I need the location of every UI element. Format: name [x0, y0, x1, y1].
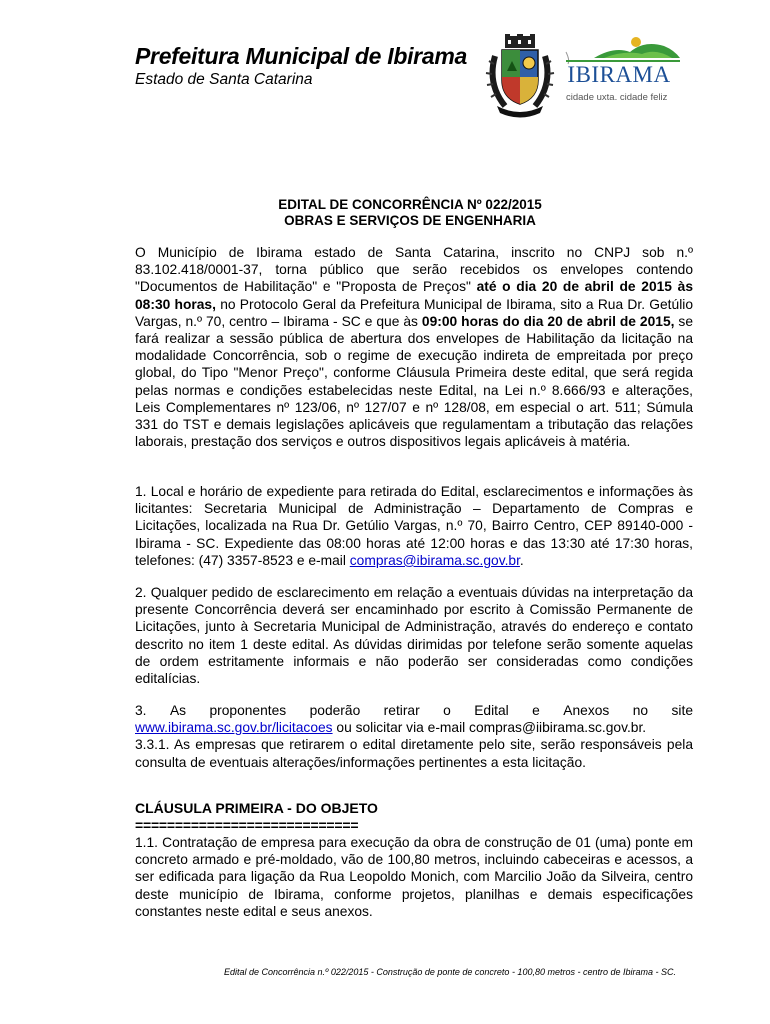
- item-3-word: e: [532, 703, 540, 718]
- document-title-line2: OBRAS E SERVIÇOS DE ENGENHARIA: [284, 213, 536, 228]
- page-footer: Edital de Concorrência n.º 022/2015 - Construção de ponte de concreto - 100,80 metros - centro de Ibirama - SC.: [223, 967, 677, 977]
- item-1-end: .: [519, 552, 524, 568]
- item-3-word: no: [632, 703, 649, 718]
- item-3-after-link: ou solicitar via e-mail compras@iibirama.sc.gov.br.: [332, 720, 647, 736]
- state-subtitle: Estado de Santa Catarina: [135, 71, 313, 88]
- item-2-text: 2. Qualquer pedido de esclarecimento em relação a eventuais dúvidas na interpretação da presente Concorrência deverá ser encaminhado por escrito à Comissão Permanente de Licitações, junto à Secretaria Municipal de Administração, através do endereço e contato descrito no item 1 deste edital. As dúvidas dirimidas por telefone serão somente aquelas de ordem estritamente informais e não poderão ser consideradas como condições editalícias.: [135, 585, 693, 687]
- clause-1-rule: ============================: [135, 817, 359, 833]
- item-3-word: o: [443, 703, 451, 718]
- municipal-coat-of-arms-icon: [485, 34, 555, 118]
- intro-text-2: no Protocolo Geral da Prefeitura Municipal de Ibirama, sito a Rua Dr. Getúlio Vargas, n.º 70, centro – Ibirama - SC e que às: [135, 296, 693, 329]
- intro-deadline-bold: até o dia 20 de abril de 2015 às 08:30 horas,: [135, 279, 693, 312]
- document-title-line1: EDITAL DE CONCORRÊNCIA Nº 022/2015: [278, 197, 542, 212]
- item-3-word: proponentes: [209, 703, 287, 718]
- item-3-word: As: [169, 703, 187, 718]
- clause-1-paragraph: [135, 834, 693, 920]
- intro-session-bold: 09:00 horas do dia 20 de abril de 2015,: [421, 313, 675, 329]
- municipality-title: Prefeitura Municipal de Ibirama: [135, 43, 467, 69]
- item-3-word: Anexos: [563, 703, 610, 718]
- intro-text-1: O Município de Ibirama estado de Santa Catarina, inscrito no CNPJ sob n.º 83.102.418/0001-37, torna público que serão recebidos os envelopes contendo "Documentos de Habilitação" e "Proposta de Preços": [135, 245, 693, 295]
- page-header: [0, 0, 770, 130]
- item-1-paragraph: [135, 483, 693, 569]
- item-3-word: 3.: [135, 703, 147, 718]
- item-3-paragraph: [135, 702, 693, 771]
- item-3-word: poderão: [309, 703, 361, 718]
- clause-1-heading: CLÁUSULA PRIMEIRA - DO OBJETO: [135, 800, 378, 816]
- intro-paragraph: [135, 244, 693, 450]
- licitacoes-site-link[interactable]: www.ibirama.sc.gov.br/licitacoes: [135, 720, 333, 736]
- item-3-word: retirar: [383, 703, 420, 718]
- logo-tagline: cidade uxta. cidade feliz: [566, 92, 668, 103]
- item-3-sub-text: 3.3.1. As empresas que retirarem o edital diretamente pelo site, serão responsáveis pela consulta de eventuais alterações/informações pertinentes a esta licitação.: [135, 737, 693, 770]
- item-2-paragraph: [135, 584, 693, 687]
- logo-wordmark: IBIRAMA: [567, 62, 671, 87]
- item-3-word: Edital: [474, 703, 509, 718]
- item-3-word: site: [671, 703, 693, 718]
- email-link[interactable]: compras@ibirama.sc.gov.br: [349, 552, 520, 568]
- item-1-text: 1. Local e horário de expediente para retirada do Edital, esclarecimentos e informações às licitantes: Secretaria Municipal de Administração – Departamento de Compras e Licitações, localizada na Rua Dr. Getúlio Vargas, n.º 70, Bairro Centro, CEP 89140-000 - Ibirama - SC. Expediente das 08:00 horas até 12:00 horas e das 13:30 até 17:30 horas, telefones: (47) 3357-8523 e e-mail: [135, 484, 693, 568]
- intro-text-3: se fará realizar a sessão pública de abertura dos envelopes de Habilitação da licitação na modalidade Concorrência, sob o regime de execução indireta de empreitada por preço global, do Tipo "Menor Preço", conforme Cláusula Primeira deste edital, que será regida pelas normas e condições estabelecidas neste Edital, na Lei n.º 8.666/93 e alterações, Leis Complementares nº 123/06, nº 127/07 e nº 128/08, em especial o art. 511; Súmula 331 do TST e demais legislações aplicáveis que regulamentam a tributação das relações laborais, prestação dos serviços e outros dispositivos legais aplicáveis à matéria.: [135, 313, 693, 450]
- clause-1-text: 1.1. Contratação de empresa para execução da obra de construção de 01 (uma) ponte em concreto armado e pré-moldado, vão de 100,80 metros, incluindo cabeceiras e acessos, a ser edificada para ligação da Rua Leopoldo Monich, com Marcilio João da Silveira, centro deste município de Ibirama, conforme projetos, planilhas e demais especificações constantes neste edital e seus anexos.: [135, 835, 693, 919]
- document-title: [0, 197, 770, 229]
- item-3-first-line: [135, 702, 693, 719]
